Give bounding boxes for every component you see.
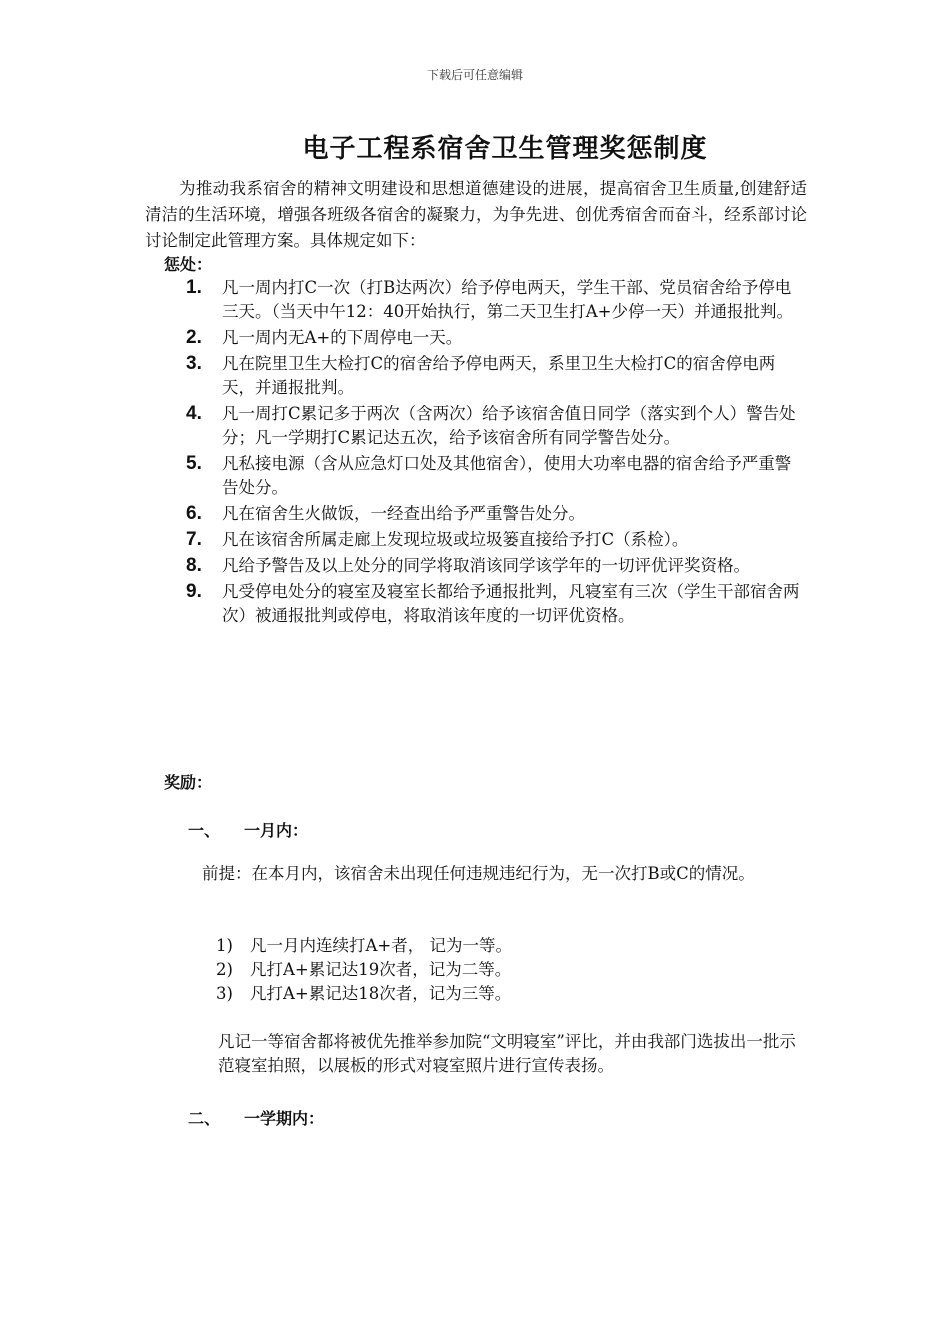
reward-month-note: 凡记一等宿舍都将被优先推举参加院“文明寝室”评比，并由我部门选拔出一批示范寝室拍照，以展板的形式对寝室照片进行宣传表扬。 [218, 1032, 796, 1075]
reward-month-item-text: 凡打A+累记达18次者，记为三等。 [250, 984, 512, 1003]
penalty-item-text: 凡一周内无A+的下周停电一天。 [222, 328, 463, 347]
penalty-item-number: 1. [186, 277, 202, 298]
penalty-item [186, 528, 806, 552]
penalty-label: 惩处： [164, 255, 213, 274]
penalty-list [186, 276, 806, 630]
reward-month-item [216, 934, 512, 958]
reward-month-number: 一、 [188, 821, 221, 840]
reward-month-item-number: 3) [216, 984, 233, 1003]
penalty-item-text: 凡受停电处分的寝室及寝室长都给予通报批判，凡寝室有三次（学生干部宿舍两次）被通报批判或停电，将取消该年度的一切评优资格。 [222, 582, 800, 625]
reward-month-item [216, 982, 512, 1006]
penalty-item-text: 凡在该宿舍所属走廊上发现垃圾或垃圾篓直接给予打C（系检）。 [222, 530, 689, 549]
reward-semester-heading [188, 1106, 324, 1129]
reward-month-heading-text: 一月内： [244, 821, 309, 840]
penalty-item [186, 402, 806, 450]
penalty-item [186, 276, 806, 324]
penalty-item-number: 3. [186, 353, 202, 374]
penalty-item-number: 8. [186, 555, 202, 576]
penalty-item-number: 6. [186, 503, 202, 524]
reward-month-item-number: 2) [216, 960, 233, 979]
reward-month-list [216, 934, 512, 1006]
penalty-item-text: 凡给予警告及以上处分的同学将取消该同学该学年的一切评优评奖资格。 [222, 556, 750, 575]
intro-paragraph: 为推动我系宿舍的精神文明建设和思想道德建设的进展，提高宿舍卫生质量,创建舒适清洁的生活环境，增强各班级各宿舍的凝聚力，为争先进、创优秀宿舍而奋斗，经系部讨论讨论制定此管理方案。具体规定如下： [145, 179, 807, 250]
penalty-item [186, 580, 806, 628]
reward-month-heading [188, 818, 308, 841]
penalty-item-text: 凡一周内打C一次（打B达两次）给予停电两天，学生干部、党员宿舍给予停电三天。（当天中午12：40开始执行，第二天卫生打A+少停一天）并通报批判。 [222, 278, 793, 321]
penalty-item [186, 452, 806, 500]
reward-month-item-text: 凡打A+累记达19次者，记为二等。 [250, 960, 512, 979]
penalty-item [186, 352, 806, 400]
penalty-item-text: 凡私接电源（含从应急灯口处及其他宿舍），使用大功率电器的宿舍给予严重警告处分。 [222, 454, 792, 497]
penalty-item-number: 2. [186, 327, 202, 348]
reward-month-item [216, 958, 512, 982]
reward-semester-heading-text: 一学期内： [244, 1109, 325, 1128]
reward-month-premise: 前提：在本月内，该宿舍未出现任何违规违纪行为，无一次打B或C的情况。 [202, 864, 755, 883]
penalty-item [186, 326, 806, 350]
penalty-item-number: 5. [186, 453, 202, 474]
reward-month-item-text: 凡一月内连续打A+者， 记为一等。 [250, 936, 512, 955]
header-note: 下载后可任意编辑 [426, 68, 523, 82]
penalty-item-text: 凡在院里卫生大检打C的宿舍给予停电两天，系里卫生大检打C的宿舍停电两天，并通报批判。 [222, 354, 776, 397]
penalty-item-number: 4. [186, 403, 202, 424]
penalty-item-number: 7. [186, 529, 202, 550]
reward-semester-number: 二、 [188, 1109, 221, 1128]
penalty-item [186, 502, 806, 526]
penalty-item-number: 9. [186, 581, 202, 602]
penalty-item-text: 凡在宿舍生火做饭，一经查出给予严重警告处分。 [222, 504, 585, 523]
reward-label: 奖励： [164, 773, 213, 792]
document-title: 电子工程系宿舍卫生管理奖惩制度 [302, 134, 708, 164]
penalty-item [186, 554, 806, 578]
reward-month-item-number: 1) [216, 936, 233, 955]
penalty-item-text: 凡一周打C累记多于两次（含两次）给予该宿舍值日同学（落实到个人）警告处分；凡一学期打C累记达五次，给予该宿舍所有同学警告处分。 [222, 404, 796, 447]
